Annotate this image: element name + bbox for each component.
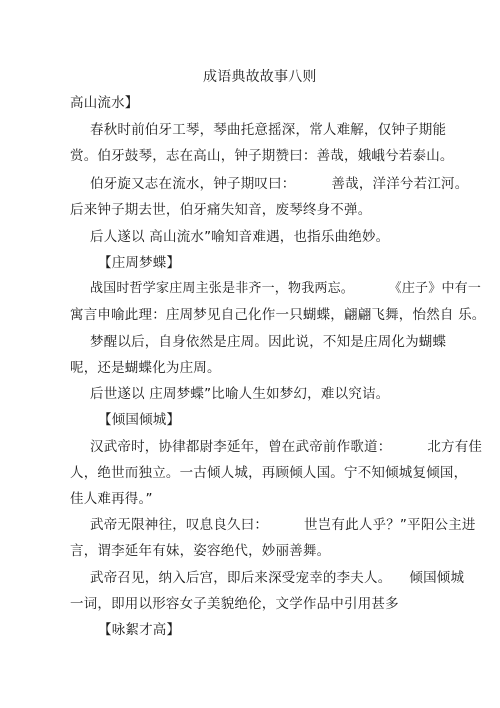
paragraph-line: 寓言申喻此理：庄周梦见自己化作一只蝴蝶，翩翩飞舞，怡然自 乐。 — [70, 307, 486, 323]
paragraph-line: 战国时哲学家庄周主张是非齐一，物我两忘。 《庄子》中有一 — [90, 281, 482, 296]
paragraph-line: 赏。伯牙鼓琴，志在高山，钟子期赞曰：善哉，娥峨兮若泰山。 — [70, 148, 454, 164]
paragraph-line: 春秋时前伯牙工琴，琴曲托意摇深，常人难解，仅钟子期能 — [90, 122, 447, 138]
paragraph-line: 伯牙旋又志在流水，钟子期叹曰： 善哉，洋洋兮若江河。 — [90, 176, 469, 192]
paragraph-line: 后来钟子期去世，伯牙痛失知音，废琴终身不弹。 — [70, 202, 372, 218]
document-title: 成语典故故事八则 — [203, 69, 317, 85]
section-heading: 【咏絮才高】 — [98, 622, 181, 638]
paragraph-line: 梦醒以后，自身依然是庄周。因此说，不知是庄周化为蝴蝶 — [90, 334, 447, 350]
section-heading: 【倾国倾城】 — [98, 412, 181, 428]
paragraph-line: 佳人难再得。” — [70, 491, 153, 507]
paragraph-line: 人，绝世而独立。一古倾人城，再顾倾人国。宁不知倾城复倾国， — [70, 465, 468, 481]
paragraph-line: 汉武帝时，协律都尉李延年，曾在武帝前作歌道： 北方有佳 — [90, 439, 483, 455]
section-heading: 高山流水】 — [70, 95, 139, 111]
paragraph-line: 后世遂以 庄周梦蝶”比喻人生如梦幻，难以究诘。 — [90, 386, 390, 402]
paragraph-line: 武帝召见，纳入后宫，即后来深受宠幸的李夫人。 倾国倾城 — [90, 570, 465, 586]
paragraph-line: 后人遂以 高山流水”喻知音难遇，也指乐曲绝妙。 — [90, 229, 390, 245]
paragraph-line: 武帝无限神往，叹息良久曰： 世岂有此人乎？”平阳公主进 — [90, 517, 476, 533]
section-heading: 【庄周梦蝶】 — [98, 255, 181, 271]
paragraph-line: 一词，即用以形容女子美貌绝伦，文学作品中引用甚多 — [70, 596, 399, 612]
paragraph-line: 呢，还是蝴蝶化为庄周。 — [70, 360, 221, 376]
paragraph-line: 言，谓李延年有妹，姿容绝代，妙丽善舞。 — [70, 543, 331, 559]
